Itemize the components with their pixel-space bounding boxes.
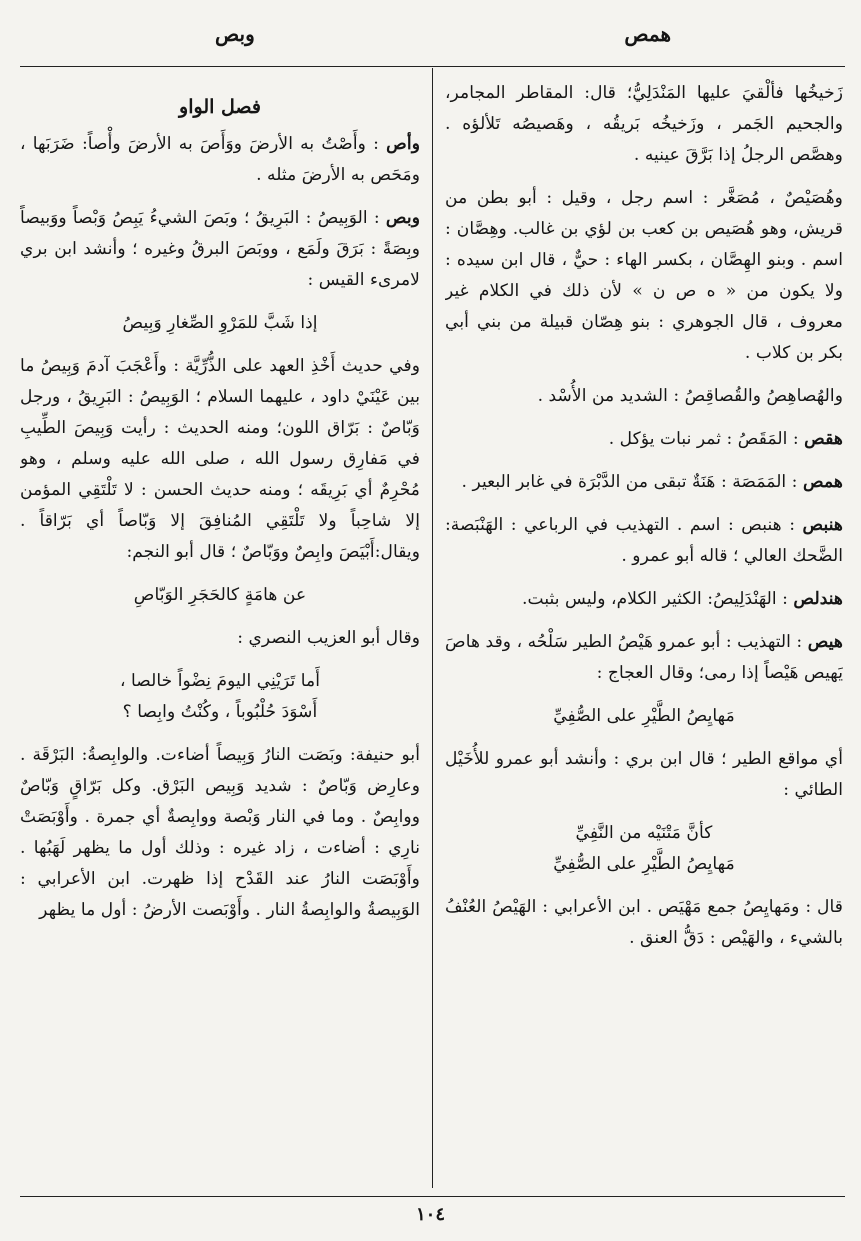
headword: هقص [804, 429, 843, 449]
entry-handalis [445, 584, 843, 615]
headword: هندلص [793, 589, 843, 609]
definition: : الهَنْدَلِيصُ: الكثير الكلام، وليس بثبت. [521, 589, 788, 609]
footer-rule [20, 1196, 845, 1197]
running-head-right: همص [624, 22, 671, 46]
paragraph: وفي حديث أَخْذِ العهد على الذُّرِّيَّة : وأَعْجَبَ آدمَ وَبِيصُ ما بين عَيْنَيْ داود ، عليهما السلام ؛ الوَبِيصُ : البَرِيقُ ، ورجل وَبّاصٌ : بَرّاق اللون؛ ومنه الحديث : رأيت وَبِيصَ الطِّيبِ في مَفارِق رسول الله ، صلى الله عليه وسلم ، وهو مُحْرِمٌ أي بَرِيقَه ؛ ومنه حديث الحسن : لا تَلْتَقِي المؤمن إلا شاحِباً ولا تَلْتَقِي المُنافِقَ إلا وَبّاصاً أي بَرّاقاً . ويقال:أَبْيَصَ وابِصٌ ووَبّاصٌ ؛ قال أبو النجم: [20, 356, 420, 562]
entry-hanbas [445, 510, 843, 572]
page-number: ١٠٤ [415, 1204, 445, 1225]
entry-wabas [20, 203, 420, 296]
verse-line: مَهايِصُ الطَّيْرِ على الصُّفِيِّ [553, 854, 735, 874]
verse: عن هامَةٍ كالحَجَرِ الوَبّاصِ [133, 585, 307, 605]
verse-line: كأنَّ مَتْنَيْه من النَّفِيِّ [575, 823, 713, 843]
paragraph: وهُصَيْصٌ ، مُصَغَّر : اسم رجل ، وقيل : أبو بطن من قريش، وهو هُصَيص بن كعب بن لؤي بن غالب. وهِصَّان : اسم . وبنو الهِصَّان ، بكسر الهاء : حيٌّ ، قال ابن سيده : ولا يكون من « ه ص ن » لأن ذلك في الكلام غير معروف ، قال الجوهري : بنو هِصّان قبيلة من بني أبي بكر بن كلاب . [445, 188, 843, 363]
paragraph: وقال أبو العزيب النصري : [237, 628, 420, 648]
header-rule [20, 66, 845, 67]
definition: : وأَصْتُ به الأرضَ ووَأَصَ به الأرضَ وأْصاً: ضَرَبَها ، ومَحَص به الأرضَ مثله . [20, 134, 420, 185]
definition: : المَمَصَة : هَنَةٌ تبقى من الدَّبْرَة في غابر البعير . [461, 472, 798, 492]
entry-hays [445, 627, 843, 689]
definition: : الوَبِيصُ : البَرِيقُ ؛ وبَصَ الشيءُ يَبِصُ وَبْصاً ووَبيصاً وبِصَةً : بَرَقَ ولَمَع ، ووبَصَ البرقُ وغيره ؛ وأنشد ابن بري لامرىء القيس : [20, 208, 420, 290]
verse-couplet [445, 818, 843, 880]
paragraph: قال : ومَهايِصُ جمع مَهْيَص . ابن الأعرابي : الهَيْصُ العُنْفُ بالشيء ، والهَيْص : دَقُّ العنق . [445, 897, 843, 948]
verse-line: أَما تَرَيْنِي اليومَ نِضْواً خالصا ، [120, 671, 320, 691]
entry-was [20, 129, 420, 191]
running-head-left: وبص [215, 22, 255, 46]
left-column [20, 78, 420, 1188]
paragraph: أي مواقع الطير ؛ قال ابن بري : وأنشد أبو عمرو للأُخَيْل الطائي : [445, 749, 843, 800]
column-divider [432, 68, 433, 1188]
entry-hamas [445, 467, 843, 498]
verse-line: أَسْوَدَ حُلْبُوباً ، وكُنْتُ وابِصا ؟ [122, 702, 318, 722]
paragraph: أبو حنيفة: وبَصَت النارُ وَبِيصاً أضاءت. والوابِصةُ: البَرْقَة . وعارِض وَبّاصٌ : شديد وَبِيص البَرْق. وكل بَرّاقٍ وَبّاصٌ ووابِصٌ . وما في النار وَبْصة ووابِصةٌ أي جمرة . وأَوْبَصَتْ نارِي : أضاءت ، زاد غيره : وذلك أول ما يظهر لَهَبُها . وأَوْبَصَت النارُ عند القَدْح إذا ظهرت. ابن الأعرابي : الوَبِيصةُ والوابِصةُ النار . وأَوْبَصت الأرضُ : أول ما يظهر [20, 745, 420, 920]
headword: وأص [386, 134, 420, 154]
right-column [445, 78, 843, 1188]
paragraph: والهُصاهِصُ والقُصاقِصُ : الشديد من الأُسْد . [537, 386, 843, 406]
section-title: فصل الواو [179, 96, 261, 118]
page-header [0, 22, 861, 56]
verse: مَهايِصُ الطَّيْرِ على الصُّفِيِّ [553, 706, 735, 726]
verse: إذا شَبَّ للمَرْوِ الصِّغارِ وَبِيصُ [122, 313, 318, 333]
headword: هنبص [802, 515, 843, 535]
verse-couplet [20, 666, 420, 728]
headword: هيص [807, 632, 843, 652]
definition: : هنبص : اسم . التهذيب في الرباعي : الهَنْبَصة: الضَّحك العالي ؛ قاله أبو عمرو . [445, 515, 843, 566]
paragraph: زَخيخُها فألْقيَ عليها المَنْدَلِيُّ؛ قال: المقاطر المجامر، والجحيم الجَمر ، وزَخيخُه بَريقُه ، وهَصيصُه تَلألؤه . وهصَّص الرجلُ إذا بَرَّقَ عينيه . [445, 83, 843, 165]
headword: وبص [385, 208, 420, 228]
entry-haqas [445, 424, 843, 455]
headword: همص [802, 472, 843, 492]
definition: : التهذيب : أبو عمرو هَيْصُ الطير سَلْحُه ، وقد هاصَ يَهيص هَيْصاً إذا رمى؛ وقال العجاج : [445, 632, 843, 683]
definition: : المَقَصُ : ثمر نبات يؤكل . [608, 429, 799, 449]
